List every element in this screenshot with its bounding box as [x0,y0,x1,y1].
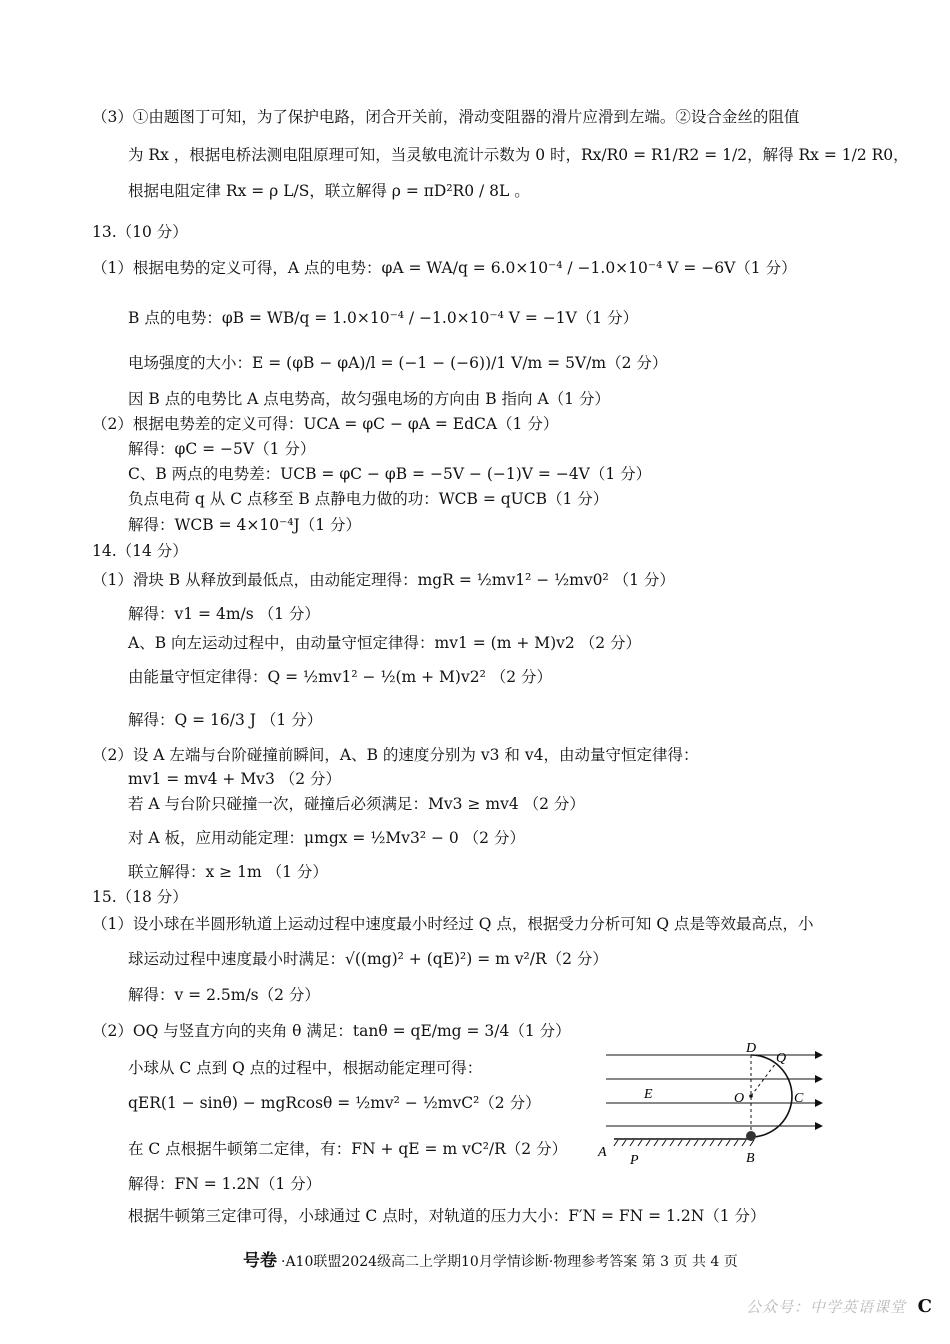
text-line: qER(1 − sinθ) − mgRcosθ = ½mv² − ½mvC²（2 分） [128,1094,541,1112]
label-C: C [794,1091,804,1106]
question-14-header: 14.（14 分） [92,542,188,560]
text-line: 解得：FN = 1.2N（1 分） [128,1175,322,1193]
text-line: （2）OQ 与竖直方向的夹角 θ 满足：tanθ = qE/mg = 3/4（1 分） [92,1022,571,1040]
physics-diagram [596,1038,836,1170]
text-line: A、B 向左运动过程中，由动量守恒定律得：mv1 = (m + M)v2 （2 分） [128,634,642,652]
text-line: 若 A 与台阶只碰撞一次，碰撞后必须满足：Mv3 ≥ mv4 （2 分） [128,795,585,813]
text-line: 球运动过程中速度最小时满足：√((mg)² + (qE)²) = m v²/R（2 分） [128,950,608,968]
label-P: P [630,1153,639,1168]
text-line: 解得：v = 2.5m/s（2 分） [128,986,320,1004]
text-line: （2）根据电势差的定义可得：UCA = φC − φA = EdCA（1 分） [92,415,559,433]
label-O: O [734,1091,745,1106]
text-line: 小球从 C 点到 Q 点的过程中，根据动能定理可得： [128,1059,483,1077]
ball [746,1131,756,1141]
watermark: 公众号：中学英语课堂 [745,1298,906,1316]
text-line: 根据牛顿第三定律可得，小球通过 C 点时，对轨道的压力大小：F′N = FN = 1.2N（1 分） [128,1207,766,1225]
label-D: D [746,1041,757,1056]
text-line: 解得：Q = 16/3 J （1 分） [128,711,323,729]
question-15-header: 15.（18 分） [92,888,188,906]
footer-text: ·A10联盟2024级高二上学期10月学情诊断·物理参考答案 第 3 页 共 4 页 [281,1254,738,1270]
text-line: mv1 = mv4 + Mv3 （2 分） [128,770,342,788]
label-B: B [746,1151,755,1166]
text-line: （1）设小球在半圆形轨道上运动过程中速度最小时经过 Q 点，根据受力分析可知 Q 点是等效最高点，小 [92,915,814,933]
text-line: 为 Rx ，根据电桥法测电阻原理可知，当灵敏电流计示数为 0 时，Rx/R0 = R1/R2 = 1/2，解得 Rx = 1/2 R0， [128,146,909,164]
text-line: 因 B 点的电势比 A 点电势高，故匀强电场的方向由 B 指向 A（1 分） [128,390,610,408]
text-line: （3）①由题图丁可知，为了保护电路，闭合开关前，滑动变阻器的滑片应滑到左端。②设合金丝的阻值 [92,108,800,126]
text-line: 解得：φC = −5V（1 分） [128,440,316,458]
text-line: （1）根据电势的定义可得，A 点的电势：φA = WA/q = 6.0×10⁻⁴ / −1.0×10⁻⁴ V = −6V（1 分） [92,259,797,277]
semicircle-track [751,1055,792,1137]
text-line: 解得：v1 = 4m/s （1 分） [128,605,320,623]
text-line: 联立解得：x ≥ 1m （1 分） [128,863,328,881]
label-E: E [644,1087,653,1102]
logo: 号卷 [243,1251,277,1271]
question-13-header: 13.（10 分） [92,223,188,241]
text-line: 由能量守恒定律得：Q = ½mv1² − ½(m + M)v2² （2 分） [128,668,553,686]
text-line: 对 A 板，应用动能定理：μmgx = ½Mv3² − 0 （2 分） [128,829,525,847]
text-line: 解得：WCB = 4×10⁻⁴J（1 分） [128,516,361,534]
text-line: （1）滑块 B 从释放到最低点，由动能定理得：mgR = ½mv1² − ½mv0² （1 分） [92,571,675,589]
text-line: 电场强度的大小：E = (φB − φA)/l = (−1 − (−6))/1 V/m = 5V/m（2 分） [128,354,668,372]
text-line: 负点电荷 q 从 C 点移至 B 点静电力做的功：WCB = qUCB（1 分） [128,490,609,508]
text-line: C、B 两点的电势差：UCB = φC − φB = −5V − (−1)V = −4V（1 分） [128,465,652,483]
label-Q: Q [776,1051,787,1066]
corner-letter: C [917,1296,932,1317]
text-line: 根据电阻定律 Rx = ρ L/S，联立解得 ρ = πD²R0 / 8L 。 [128,182,530,200]
text-line: B 点的电势：φB = WB/q = 1.0×10⁻⁴ / −1.0×10⁻⁴ V = −1V（1 分） [128,309,639,327]
text-line: （2）设 A 左端与台阶碰撞前瞬间，A、B 的速度分别为 v3 和 v4，由动量守恒定律得： [92,746,699,764]
text-line: 在 C 点根据牛顿第二定律，有：FN + qE = m vC²/R（2 分） [128,1140,568,1158]
page-footer [243,1246,738,1271]
label-A: A [598,1145,607,1160]
